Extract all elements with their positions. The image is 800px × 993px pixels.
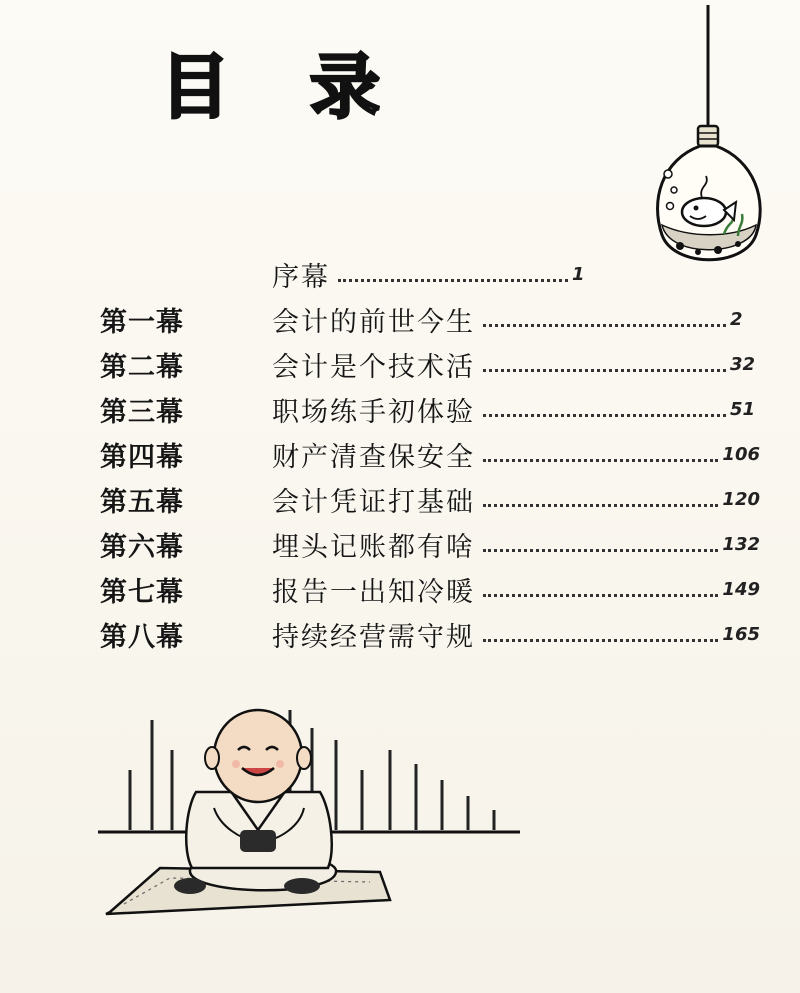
toc-row-act-8[interactable] (100, 612, 760, 657)
toc-entry-title: 报告一出知冷暖 (272, 577, 475, 608)
toc-act-label: 第六幕 (100, 532, 184, 563)
toc-leader-dots (483, 324, 726, 327)
toc-page-number: 120 (722, 489, 760, 510)
toc-page-number: 132 (722, 534, 760, 555)
toc-leader-dots (483, 369, 726, 372)
toc-page-number: 32 (730, 354, 756, 375)
toc-act-label: 第八幕 (100, 622, 184, 653)
table-of-contents (100, 252, 760, 657)
toc-act-label: 第四幕 (100, 442, 184, 473)
toc-entry-title: 会计凭证打基础 (272, 487, 475, 518)
title-char-1: 目 (160, 46, 310, 128)
toc-page-number: 106 (722, 444, 760, 465)
toc-row-act-7[interactable] (100, 567, 760, 612)
toc-leader-dots (483, 549, 718, 552)
toc-entry-title: 职场练手初体验 (272, 397, 475, 428)
toc-entry-title: 会计是个技术活 (272, 352, 475, 383)
toc-row-act-1[interactable] (100, 297, 760, 342)
toc-row-act-4[interactable] (100, 432, 760, 477)
toc-leader-dots (483, 639, 718, 642)
toc-entry-title: 会计的前世今生 (272, 307, 475, 338)
toc-row-act-2[interactable] (100, 342, 760, 387)
toc-entry-title: 财产清查保安全 (272, 442, 475, 473)
hanging-bulb-illustration (640, 0, 780, 280)
toc-leader-dots (483, 504, 718, 507)
toc-entry-title: 序幕 (272, 262, 330, 293)
toc-leader-dots (483, 459, 718, 462)
toc-entry-title: 埋头记账都有啥 (272, 532, 475, 563)
toc-page-number: 2 (730, 309, 743, 330)
toc-leader-dots (338, 279, 568, 282)
toc-row-act-3[interactable] (100, 387, 760, 432)
toc-act-label: 第二幕 (100, 352, 184, 383)
page-title (0, 46, 620, 128)
toc-entry-title: 持续经营需守规 (272, 622, 475, 653)
toc-page-number: 1 (572, 264, 585, 285)
toc-page-number: 149 (722, 579, 760, 600)
toc-act-label: 第五幕 (100, 487, 184, 518)
monk-illustration (90, 700, 530, 940)
toc-page-number: 51 (730, 399, 756, 420)
toc-leader-dots (483, 414, 726, 417)
toc-row-preface[interactable] (100, 252, 760, 297)
toc-act-label: 第七幕 (100, 577, 184, 608)
toc-page-number: 165 (722, 624, 760, 645)
toc-leader-dots (483, 594, 718, 597)
toc-row-act-5[interactable] (100, 477, 760, 522)
toc-act-label: 第一幕 (100, 307, 184, 338)
title-char-2: 录 (310, 46, 460, 128)
toc-row-act-6[interactable] (100, 522, 760, 567)
toc-act-label: 第三幕 (100, 397, 184, 428)
